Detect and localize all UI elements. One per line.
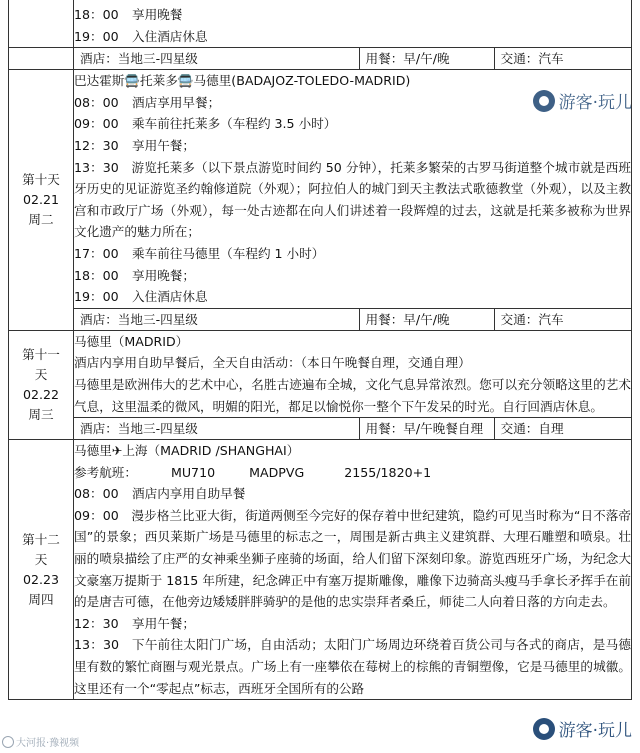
hotel-info: 酒店：当地三-四星级 xyxy=(80,51,198,67)
gran-via-description: 09：00 漫步格兰比亚大街，街道两侧至今完好的保存着中世纪建筑，隐约可见当时称为“日不落帝国”的景象；西贝莱斯广场是马德里的标志之一，周围是新古典主义建筑群、大理石雕塑和喷泉。壮丽的喷泉描绘了庄严的女神乘坐狮子座骑的场面，给人们留下深刻印象。游览西班牙广场，为纪念大文豪塞万提斯于 1815 年所建，纪念碑正中有塞万提斯雕像，雕像下边骑高头瘦马手拿长矛挥手在前的是唐吉可德，在他旁边矮矮胖胖骑驴的是他的忠实崇拜者桑丘，师徒二人向着日落的方向走去。 xyxy=(74,507,631,610)
day11-intro: 酒店内享用自助早餐后，全天自由活动：（本日午晚餐自理，交通自理） xyxy=(74,355,471,371)
meal-info: 用餐：早/午/晚 xyxy=(359,309,494,330)
day10-label-cell xyxy=(9,70,74,331)
madrid-description: 马德里是欧洲伟大的艺术中心，名胜古迹遍布全城，文化气息异常浓烈。您可以充分领略这里的艺术气息，这里温柔的微风，明媚的阳光，都足以愉悦你一整个下午发呆的时光。自行回酒店休息。 xyxy=(74,376,631,414)
day-label: 第十一 xyxy=(22,346,60,362)
day-label-suffix: 天 xyxy=(34,551,48,567)
day-label-suffix: 天 xyxy=(34,366,48,382)
schedule-line: 09：00 乘车前往托莱多（车程约 3.5 小时） xyxy=(74,116,337,132)
day-date: 02.22 xyxy=(22,386,60,402)
day9-label-cell xyxy=(9,0,74,48)
day9-info-row xyxy=(9,48,632,70)
watermark-bottom: 游客·玩儿 xyxy=(533,716,632,741)
schedule-line: 12：30 享用午餐； xyxy=(74,615,195,631)
day11-row xyxy=(9,330,632,417)
wechat-logo-icon xyxy=(533,718,555,740)
route-title: 巴达霍斯🚍托莱多🚍马德里(BADAJOZ-TOLEDO-MADRID) xyxy=(74,73,411,89)
flight-times: 2155/1820+1 xyxy=(344,464,432,480)
day11-content xyxy=(74,330,632,417)
route-title: 马德里（MADRID） xyxy=(74,333,189,349)
schedule-line: 08：00 酒店享用早餐； xyxy=(74,94,221,110)
transport-info: 交通：自理 xyxy=(494,418,631,439)
transport-info: 交通：汽车 xyxy=(494,48,631,69)
flight-label: 参考航班： xyxy=(74,464,137,480)
schedule-line: 08：00 酒店内享用自助早餐 xyxy=(74,486,246,502)
watermark-top: 游客·玩儿 xyxy=(533,88,632,113)
day-label: 第十天 xyxy=(22,171,60,187)
day10-info-row xyxy=(9,308,632,330)
route-title: 马德里✈上海（MADRID /SHANGHAI） xyxy=(74,443,300,459)
wechat-logo-icon xyxy=(533,90,555,112)
flight-info xyxy=(74,462,631,484)
schedule-line: 12：30 享用午餐； xyxy=(74,137,195,153)
schedule-line: 18：00 享用晚餐； xyxy=(74,267,195,283)
hotel-info: 酒店：当地三-四星级 xyxy=(80,311,198,327)
day-date: 02.21 xyxy=(22,191,60,207)
day9-row xyxy=(9,0,632,48)
source-watermark: 大河报·豫视频 xyxy=(2,734,79,749)
toledo-description: 13：30 游览托莱多（以下景点游览时间约 50 分钟），托莱多繁荣的古罗马街道整个城市就是西班牙历史的见证游览圣约翰修道院（外观）；阿拉伯人的城门到天主教法式歌德教堂（外观），以及主教宫和市政厅广场（外观），每一处古迹都在向人们讲述着一段辉煌的过去，这就是托莱多被称为世界文化遗产的魅力所在； xyxy=(74,159,631,240)
schedule-line: 19：00 入住酒店休息 xyxy=(74,28,208,44)
day12-content xyxy=(74,440,632,700)
schedule-line: 19：00 入住酒店休息 xyxy=(74,289,208,305)
day-weekday: 周二 xyxy=(28,211,54,227)
day-label: 第十二 xyxy=(22,531,60,547)
meal-info: 用餐：早/午/晚 xyxy=(359,48,494,69)
info-table xyxy=(74,309,631,330)
day12-row xyxy=(9,440,632,700)
day11-info-row xyxy=(9,418,632,440)
schedule-line: 17：00 乘车前往马德里（车程约 1 小时） xyxy=(74,245,325,261)
hotel-info: 酒店：当地三-四星级 xyxy=(80,421,198,437)
info-table xyxy=(74,418,631,439)
day11-label-cell xyxy=(9,330,74,439)
day-weekday: 周四 xyxy=(28,591,54,607)
schedule-line: 18：00 享用晚餐 xyxy=(74,7,183,22)
puerta-del-sol-description: 13：30 下午前往太阳门广场，自由活动；太阳门广场周边环绕着百货公司与各式的商店，是马德里有数的繁忙商圈与观光景点。广场上有一座攀依在莓树上的棕熊的青铜塑像，它是马德里的城徽。这里还有一个“零起点”标志，西班牙全国所有的公路 xyxy=(74,637,631,696)
day-date: 02.23 xyxy=(22,571,60,587)
day9-content xyxy=(74,0,632,48)
day12-label-cell xyxy=(9,440,74,700)
flight-number: MU710 xyxy=(170,464,216,480)
meal-info: 用餐：早/午晚餐自理 xyxy=(359,418,494,439)
source-logo-icon xyxy=(2,736,14,748)
day-weekday: 周三 xyxy=(28,406,54,422)
transport-info: 交通：汽车 xyxy=(494,309,631,330)
info-table xyxy=(74,48,631,69)
flight-route: MADPVG xyxy=(249,464,305,480)
